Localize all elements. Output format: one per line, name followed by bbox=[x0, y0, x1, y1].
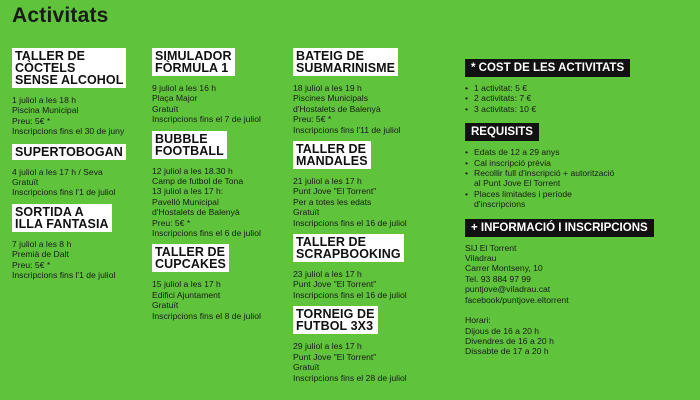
activity-details: 9 juliol a les 16 h Plaça Major Gratuït Inscripcions fins el 7 de juliol bbox=[152, 83, 261, 125]
list-item: • Edats de 12 a 29 anys bbox=[465, 147, 560, 158]
contact-details: SIJ El Torrent Viladrau Carrer Montseny, 10 Tel. 93 884 97 99 puntjove@viladrau.cat facebook/puntjove.eltorrent Horari: Dijous de 16 a 20 h Divendres de 16 a 20 h Dissabte de 17 a 20 h bbox=[465, 243, 695, 357]
list-item: • Places limitades i període d'inscripcions bbox=[465, 188, 572, 210]
activity-details: 4 juliol a les 17 h / Seva Gratuït Inscripcions fins l'1 de juliol bbox=[12, 166, 116, 198]
activity-cocktail-workshop bbox=[12, 48, 152, 137]
list-item: • 3 activitats: 10 € bbox=[465, 103, 537, 114]
activity-title: BUBBLE FOOTBALL bbox=[152, 131, 227, 159]
page-title: Activitats bbox=[12, 4, 109, 27]
activity-details: 21 juliol a les 17 h Punt Jove "El Torrent" Per a totes les edats Gratuït Inscripcions fins el 16 de juliol bbox=[293, 176, 407, 228]
list-item: • 1 activitat: 5 € bbox=[465, 83, 528, 93]
activity-title: TALLER DE CÒCTELS SENSE ALCOHOL bbox=[12, 48, 126, 88]
activity-cupcakes-workshop bbox=[152, 244, 292, 321]
activity-details: 12 juliol a les 18.30 h Camp de futbol de Tona 13 juliol a les 17 h: Pavelló Municipal d'Hostalets de Balenyà Preu: 5€ * Inscripcions fins el 6 de juliol bbox=[152, 165, 261, 239]
hours-label: Horari: bbox=[465, 315, 491, 326]
activity-title: TALLER DE MANDALES bbox=[293, 141, 371, 169]
activity-details: 7 juliol a les 8 h Premià de Dalt Preu: 5€ * Inscripcions fins l'1 de juliol bbox=[12, 238, 116, 281]
activity-mandalas-workshop bbox=[293, 141, 463, 228]
activity-details: 15 juliol a les 17 h Edifici Ajuntament Gratuït Inscripcions fins el 8 de juliol bbox=[152, 279, 261, 321]
activity-diving-baptism bbox=[293, 48, 463, 135]
activity-title: SUPERTOBOGAN bbox=[12, 144, 126, 160]
activities-column-3 bbox=[293, 48, 463, 389]
activity-football-tournament bbox=[293, 306, 463, 383]
activity-title: BATEIG DE SUBMARINISME bbox=[293, 48, 398, 76]
activity-details: 1 juliol a les 18 h Piscina Municipal Preu: 5€ * Inscripcions fins el 30 de juny bbox=[12, 95, 125, 137]
requirements-header: REQUISITS bbox=[465, 123, 539, 141]
list-item: • Cal inscripció prèvia bbox=[465, 157, 551, 168]
activities-column-1 bbox=[12, 48, 152, 286]
list-item: • Recollir full d'inscripció + autorització al Punt Jove El Torrent bbox=[465, 168, 615, 189]
activity-title: TALLER DE CUPCAKES bbox=[152, 244, 229, 272]
activity-scrapbooking-workshop bbox=[293, 234, 463, 300]
cost-list bbox=[465, 83, 695, 114]
activity-supertobogan bbox=[12, 143, 152, 198]
activity-title: SIMULADOR FÒRMULA 1 bbox=[152, 48, 235, 76]
activity-details: 23 juliol a les 17 h Punt Jove "El Torrent" Inscripcions fins el 16 de juliol bbox=[293, 269, 407, 300]
cost-section bbox=[465, 58, 695, 114]
activity-details: 18 juliol a les 19 h Piscines Municipals d'Hostalets de Balenyà Preu: 5€ * Inscripcions fins l'11 de juliol bbox=[293, 83, 401, 135]
activities-column-2 bbox=[152, 48, 292, 327]
email-link[interactable]: puntjove@viladrau.cat bbox=[465, 284, 551, 295]
cost-header: * COST DE LES ACTIVITATS bbox=[465, 59, 630, 77]
activity-formula1-simulator bbox=[152, 48, 292, 125]
list-item: • 2 activitats: 7 € bbox=[465, 93, 532, 104]
activity-illa-fantasia bbox=[12, 204, 152, 281]
activity-title: TALLER DE SCRAPBOOKING bbox=[293, 234, 404, 262]
facebook-link[interactable]: facebook/puntjove.eltorrent bbox=[465, 294, 569, 305]
info-header: + INFORMACIÓ I INSCRIPCIONS bbox=[465, 219, 654, 237]
requirements-list bbox=[465, 147, 695, 209]
requirements-section bbox=[465, 122, 695, 209]
activity-bubble-football bbox=[152, 131, 292, 239]
activity-details: 29 juliol a les 17 h Punt Jove "El Torrent" Gratuït Inscripcions fins el 28 de juliol bbox=[293, 341, 407, 383]
activity-title: TORNEIG DE FUTBOL 3X3 bbox=[293, 306, 378, 334]
info-column bbox=[465, 58, 695, 365]
info-section bbox=[465, 218, 695, 357]
activity-title: SORTIDA A ILLA FANTASIA bbox=[12, 204, 112, 232]
